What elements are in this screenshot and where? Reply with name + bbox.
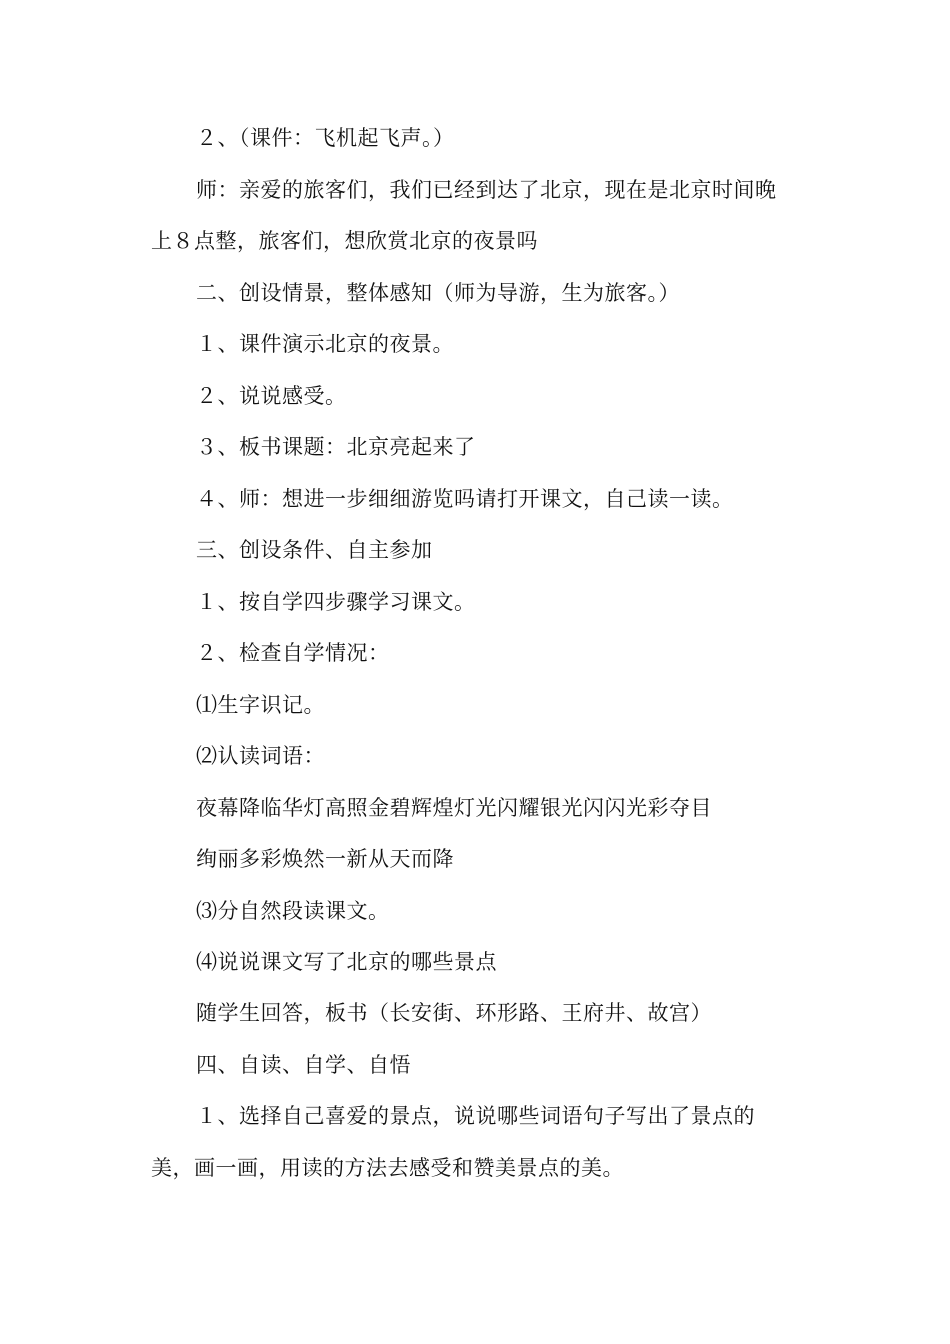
vocabulary-line: 夜幕降临华灯高照金碧辉煌灯光闪耀银光闪闪光彩夺目 <box>196 796 712 820</box>
vocabulary-line: 绚丽多彩焕然一新从天而降 <box>196 847 454 871</box>
text-line: ⑶分自然段读课文。 <box>196 899 390 923</box>
text-line: １、按自学四步骤学习课文。 <box>196 590 476 614</box>
text-line: ３、板书课题：北京亮起来了 <box>196 435 476 459</box>
text-line: ⑷说说课文写了北京的哪些景点 <box>196 950 497 974</box>
text-line: ２、检查自学情况： <box>196 641 390 665</box>
text-line: ⑴生字识记。 <box>196 693 325 717</box>
text-line: ２、说说感受。 <box>196 384 347 408</box>
text-line: ２、（课件：飞机起飞声。） <box>196 126 455 150</box>
section-heading: 二、创设情景，整体感知（师为导游，生为旅客。） <box>196 281 680 305</box>
section-heading: 三、创设条件、自主参加 <box>196 538 433 562</box>
text-line: 美，画一画，用读的方法去感受和赞美景点的美。 <box>151 1156 624 1180</box>
text-line: 师：亲爱的旅客们，我们已经到达了北京，现在是北京时间晚 <box>196 178 777 202</box>
text-line: ⑵认读词语： <box>196 744 325 768</box>
text-line: １、课件演示北京的夜景。 <box>196 332 454 356</box>
text-line: 随学生回答，板书（长安街、环形路、王府井、故宫） <box>196 1001 712 1025</box>
section-heading: 四、自读、自学、自悟 <box>196 1053 411 1077</box>
text-line: ４、师：想进一步细细游览吗请打开课文，自己读一读。 <box>196 487 734 511</box>
text-line: １、选择自己喜爱的景点，说说哪些词语句子写出了景点的 <box>196 1104 755 1128</box>
text-line: 上８点整，旅客们，想欣赏北京的夜景吗 <box>151 229 538 253</box>
